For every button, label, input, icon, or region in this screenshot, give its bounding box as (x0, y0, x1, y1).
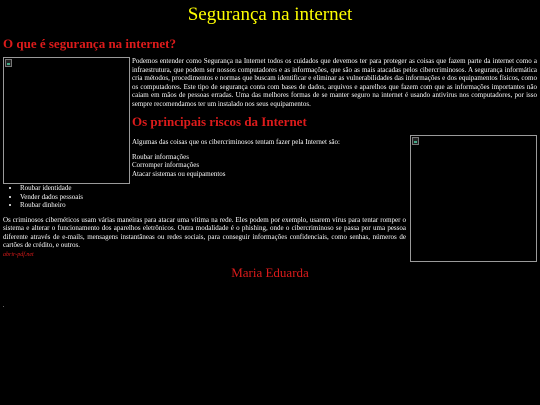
list-item: • Roubar informações (20, 153, 537, 162)
broken-image-icon (412, 137, 419, 145)
list-item: • Atacar sistemas ou equipamentos (20, 170, 537, 179)
list-item: • Roubar dinheiro (20, 201, 537, 210)
broken-image-left (3, 57, 130, 184)
risks-intro: Algumas das coisas que os cibercriminosos tentam fazer pela Internet são: (132, 138, 340, 146)
stray-dot (3, 306, 4, 307)
intro-heading: O que é segurança na internet? (3, 36, 176, 51)
site-title: Segurança na internet (187, 4, 353, 25)
broken-image-icon (5, 59, 12, 67)
page (0, 4, 540, 280)
source-link[interactable]: abrir-pdf.net (3, 251, 34, 258)
criminals-paragraph: Os criminosos cibernéticos usam várias maneiras para atacar uma vítima na rede. Eles podem por exemplo, usarem vírus para tentar romper o sistema e alterar o funcionamento dos aparelhos eletrônicos. Outra modalidade é o phishing, onde o cibercriminoso se passa por uma pessoa diferente através de e-mails, mensagens instantâneas ou redes sociais, para conseguir informações confidenciais, como senhas, números de cartões de crédito, e outros. (3, 215, 406, 249)
list-item: • Vender dados pessoais (20, 193, 537, 202)
author-name: Maria Eduarda (231, 264, 309, 280)
intro-paragraph: Podemos entender como Segurança na Internet todos os cuidados que devemos ter para proteger as coisas que fazem parte da internet como a infraestrutura, que podem ser nossos computadores e as informações, que são as mais atacadas pelos cibercriminosos. A segurança informática cria métodos, procedimentos e normas que buscam identificar e eliminar as vulnerabilidades das informações e dos equipamentos físicos, como os computadores. Este tipo de segurança conta com bases de dados, arquivos e aparelhos que fazem com que as informações importantes não caiam em mãos de pessoas erradas. Uma das melhores formas de se manter seguro na internet é usando antivírus nos computadores, por isso sempre recomendamos ter um instalado nos seus equipamentos. (132, 57, 537, 108)
risks-heading: Os principais riscos da Internet (132, 114, 307, 129)
list-item: • Corromper informações (20, 161, 537, 170)
broken-image-right (410, 135, 537, 262)
list-item: • Roubar identidade (20, 184, 537, 193)
